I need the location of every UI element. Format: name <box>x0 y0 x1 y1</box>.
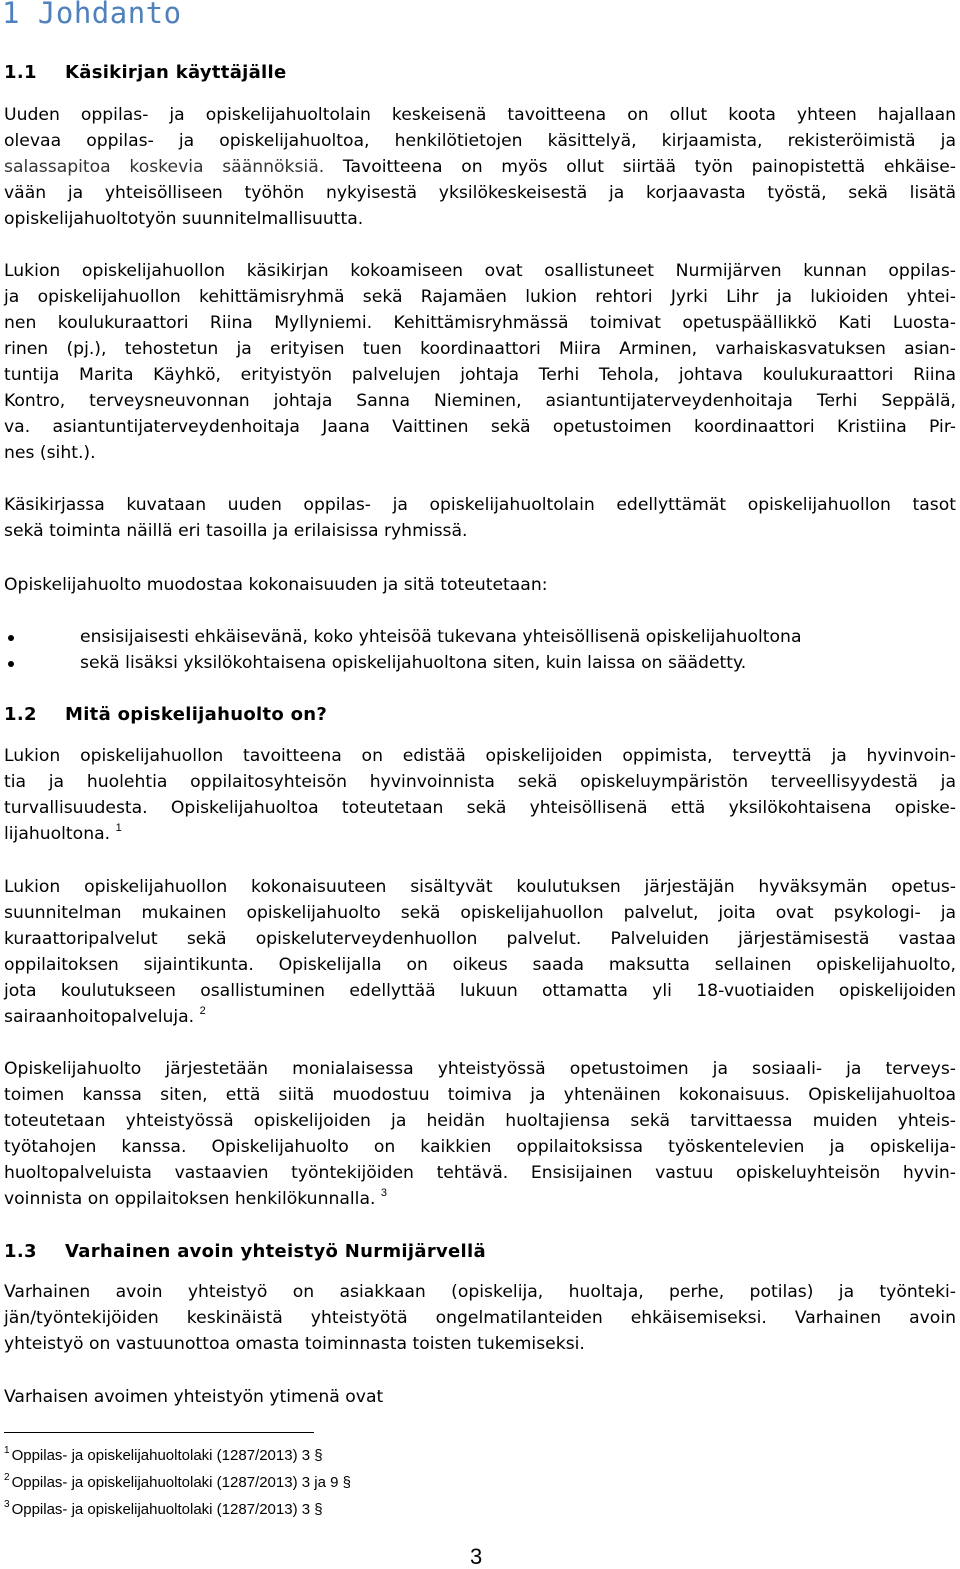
paragraph-line: yhteistyö on vastuunottoa omasta toiminnasta toisten tukemiseksi. <box>4 1334 585 1354</box>
section-number: 1.2 <box>4 704 37 725</box>
section-title: Mitä opiskelijahuolto on? <box>65 704 328 725</box>
paragraph-text: lijahuoltona. <box>4 824 111 844</box>
footnote-text: Oppilas- ja opiskelijahuoltolaki (1287/2013) 3 § <box>11 1501 323 1518</box>
paragraph-line <box>4 823 956 845</box>
section-heading-1-3 <box>4 1241 486 1262</box>
paragraph-line: ja opiskelijahuollon kehittämisryhmä sekä Rajamäen lukion rehtori Jyrki Lihr ja lukioiden yhtei- <box>4 287 956 307</box>
paragraph-line: suunnitelman mukainen opiskelijahuolto sekä opiskelijahuollon palvelut, joita ovat psykologi- ja <box>4 903 956 923</box>
bullet-dot-icon <box>8 635 14 641</box>
paragraph-line <box>4 1006 956 1028</box>
paragraph-line: olevaa oppilas- ja opiskelijahuoltoa, henkilötietojen käsittelyä, kirjaamista, rekisteröimistä ja <box>4 131 956 151</box>
paragraph-line: Varhainen avoin yhteistyö on asiakkaan (opiskelija, huoltaja, perhe, potilas) ja työnteki- <box>4 1282 956 1302</box>
section-heading-1-1 <box>4 62 287 83</box>
paragraph-line: jän/työntekijöiden keskinäistä yhteistyötä ongelmatilanteiden ehkäisemiseksi. Varhainen avoin <box>4 1308 956 1328</box>
footnote-divider <box>4 1432 314 1433</box>
footnote-number: 2 <box>4 1472 10 1483</box>
paragraph-line: toimen kanssa siten, että siitä muodostuu toimiva ja yhtenäinen kokonaisuus. Opiskelijahuoltoa <box>4 1085 956 1105</box>
paragraph-line: turvallisuudesta. Opiskelijahuoltoa toteutetaan sekä yhteisöllisenä että yksilökohtaisena opiske- <box>4 798 956 818</box>
paragraph-line: Opiskelijahuolto muodostaa kokonaisuuden ja sitä toteutetaan: <box>4 575 548 595</box>
list-item: sekä lisäksi yksilökohtaisena opiskelijahuoltona siten, kuin laissa on säädetty. <box>80 653 747 673</box>
paragraph-line: sekä toiminta näillä eri tasoilla ja erilaisissa ryhmissä. <box>4 521 468 541</box>
paragraph-line: Kontro, terveysneuvonnan johtaja Sanna Nieminen, asiantuntijaterveydenhoitaja Terhi Seppälä, <box>4 391 956 411</box>
paragraph-line: kuraattoripalvelut sekä opiskeluterveydenhuollon palvelut. Palveluiden järjestämisestä vastaa <box>4 929 956 949</box>
paragraph-line <box>4 156 956 178</box>
paragraph-line: jota koulutukseen osallistuminen edellyttää lukuun ottamatta yli 18-vuotiaiden opiskelijoiden <box>4 981 956 1001</box>
paragraph-line <box>4 1188 956 1210</box>
paragraph-line: nen koulukuraattori Riina Myllyniemi. Kehittämisryhmässä toimivat opetuspäällikkö Kati Luosta- <box>4 313 956 333</box>
paragraph-line: Lukion opiskelijahuollon kokonaisuuteen sisältyvät koulutuksen järjestäjän hyväksymän opetus- <box>4 877 956 897</box>
footnote-reference[interactable]: 3 <box>380 1187 388 1199</box>
footnote-reference[interactable]: 2 <box>199 1005 206 1017</box>
chapter-heading: 1 Johdanto <box>2 0 182 30</box>
section-number: 1.1 <box>4 62 37 83</box>
page-number: 3 <box>470 1544 483 1569</box>
footnote <box>4 1474 351 1492</box>
section-number: 1.3 <box>4 1241 37 1262</box>
paragraph-line: oppilaitoksen sijaintikunta. Opiskelijalla on oikeus saada maksutta sellainen opiskelijahuolto, <box>4 955 956 975</box>
footnote <box>4 1447 323 1465</box>
paragraph-line: tia ja huolehtia oppilaitosyhteisön hyvinvoinnista sekä opiskeluympäristön terveellisyydestä ja <box>4 772 956 792</box>
paragraph-line: opiskelijahuoltotyön suunnitelmallisuutta. <box>4 209 364 229</box>
paragraph-line: nes (siht.). <box>4 443 96 463</box>
paragraph-text: sairaanhoitopalveluja. <box>4 1007 195 1027</box>
paragraph-text: Tavoitteena on myös ollut siirtää työn painopistettä ehkäise- <box>324 157 956 177</box>
list-item: ensisijaisesti ehkäisevänä, koko yhteisöä tukevana yhteisöllisenä opiskelijahuoltona <box>80 627 802 647</box>
section-title: Varhainen avoin yhteistyö Nurmijärvellä <box>65 1241 486 1262</box>
paragraph-line: Uuden oppilas- ja opiskelijahuoltolain keskeisenä tavoitteena on ollut koota yhteen hajallaan <box>4 105 956 125</box>
paragraph-line: Varhaisen avoimen yhteistyön ytimenä ovat <box>4 1387 384 1407</box>
footnote-number: 3 <box>4 1499 10 1510</box>
footnote-reference[interactable]: 1 <box>115 822 122 834</box>
section-heading-1-2 <box>4 704 327 725</box>
paragraph-line: vään ja yhteisölliseen työhön nykyisestä yksilökeskeisestä ja korjaavasta työstä, sekä lisätä <box>4 183 956 203</box>
paragraph-line: Lukion opiskelijahuollon käsikirjan kokoamiseen ovat osallistuneet Nurmijärven kunnan oppilas- <box>4 261 956 281</box>
paragraph-line: huoltopalveluista vastaavien työntekijöiden tehtävä. Ensisijainen vastuu opiskeluyhteisön hyvin- <box>4 1163 956 1183</box>
paragraph-line: tuntija Marita Käyhkö, erityistyön palvelujen johtaja Terhi Tehola, johtava koulukuraattori Riina <box>4 365 956 385</box>
footnote-text: Oppilas- ja opiskelijahuoltolaki (1287/2013) 3 ja 9 § <box>11 1474 351 1491</box>
paragraph-line: Opiskelijahuolto järjestetään monialaisessa yhteistyössä opetustoimen ja sosiaali- ja terveys- <box>4 1059 956 1079</box>
section-title: Käsikirjan käyttäjälle <box>65 62 287 83</box>
paragraph-text: salassapitoa koskevia säännöksiä. <box>4 157 325 177</box>
paragraph-line: toteutetaan yhteistyössä opiskelijoiden ja heidän huoltajiensa sekä tarvittaessa muiden yhteis- <box>4 1111 956 1131</box>
paragraph-line: Käsikirjassa kuvataan uuden oppilas- ja opiskelijahuoltolain edellyttämät opiskelijahuollon tasot <box>4 495 956 515</box>
footnote-number: 1 <box>4 1445 10 1456</box>
paragraph-line: Lukion opiskelijahuollon tavoitteena on edistää opiskelijoiden oppimista, terveyttä ja hyvinvoin- <box>4 746 956 766</box>
footnote-text: Oppilas- ja opiskelijahuoltolaki (1287/2013) 3 § <box>11 1447 323 1464</box>
paragraph-line: rinen (pj.), tehostetun ja erityisen tuen koordinaattori Miira Arminen, varhaiskasvatuksen asian- <box>4 339 956 359</box>
paragraph-line: työtahojen kanssa. Opiskelijahuolto on kaikkien oppilaitoksissa työskentelevien ja opiskelija- <box>4 1137 956 1157</box>
footnote <box>4 1501 323 1519</box>
paragraph-text: voinnista on oppilaitoksen henkilökunnalla. <box>4 1189 376 1209</box>
bullet-dot-icon <box>8 661 14 667</box>
paragraph-line: va. asiantuntijaterveydenhoitaja Jaana Vaittinen sekä opetustoimen koordinaattori Kristiina Pir- <box>4 417 956 437</box>
